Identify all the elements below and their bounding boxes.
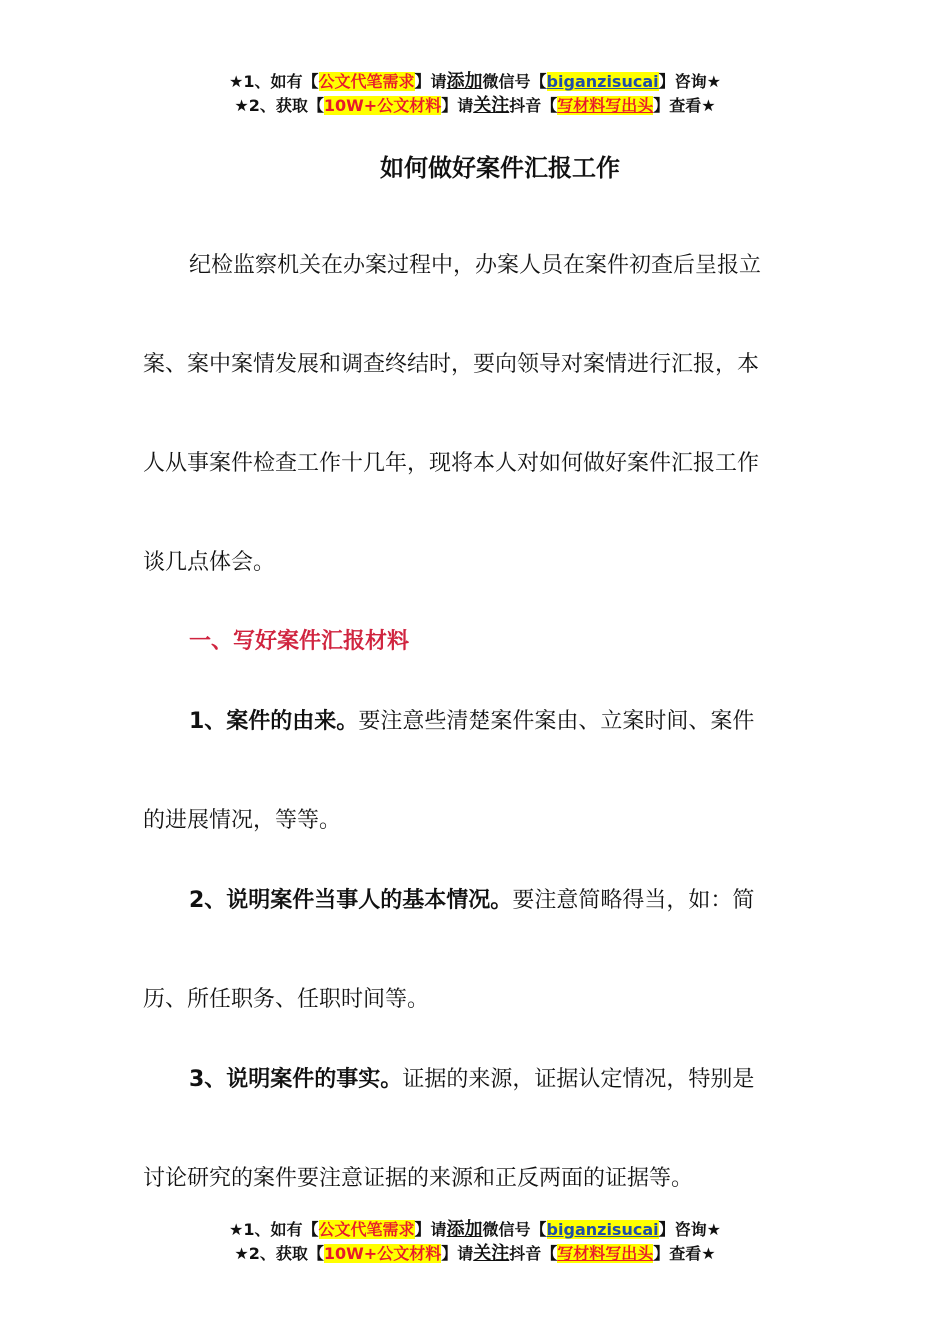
- item-3-line-1: 3、说明案件的事实。证据的来源，证据认定情况，特别是: [189, 1067, 755, 1092]
- bottom-banner-highlight-materials: 10W+公文材料: [323, 1244, 442, 1263]
- intro-line-3: 人从事案件检查工作十几年，现将本人对如何做好案件汇报工作: [143, 451, 760, 476]
- item-1-line-1: 1、案件的由来。要注意些清楚案件案由、立案时间、案件: [189, 709, 755, 734]
- bottom-banner-emph-add: 添加: [446, 1219, 483, 1240]
- banner-emph-add: 添加: [446, 71, 483, 92]
- banner-line-2: ★2、获取【10W+公文材料】请关注抖音【写材料写出头】查看★: [234, 95, 716, 116]
- banner-highlight-service: 公文代笔需求: [318, 72, 415, 91]
- bottom-banner-wechat-id[interactable]: biganzisucai: [546, 1220, 659, 1239]
- bottom-banner-line-1: ★1、如有【公文代笔需求】请添加微信号【biganzisucai】咨询★: [229, 1219, 721, 1240]
- bottom-banner-line-2: ★2、获取【10W+公文材料】请关注抖音【写材料写出头】查看★: [234, 1243, 716, 1264]
- item-3-line-2: 讨论研究的案件要注意证据的来源和正反两面的证据等。: [143, 1166, 694, 1191]
- banner-line-1: ★1、如有【公文代笔需求】请添加微信号【biganzisucai】咨询★: [229, 71, 721, 92]
- banner-douyin-id[interactable]: 写材料写出头: [557, 96, 654, 115]
- document-title: 如何做好案件汇报工作: [380, 154, 620, 182]
- bottom-banner-emph-follow: 关注: [473, 1243, 510, 1264]
- intro-line-1: 纪检监察机关在办案过程中，办案人员在案件初查后呈报立: [189, 253, 762, 278]
- item-2-label: 2、说明案件当事人的基本情况。: [189, 888, 513, 913]
- item-1-label: 1、案件的由来。: [189, 709, 359, 734]
- bottom-banner-highlight-service: 公文代笔需求: [318, 1220, 415, 1239]
- section-1-heading: 一、写好案件汇报材料: [189, 629, 410, 654]
- item-3-label: 3、说明案件的事实。: [189, 1067, 403, 1092]
- item-2-line-1: 2、说明案件当事人的基本情况。要注意简略得当，如：简: [189, 888, 755, 913]
- intro-line-4: 谈几点体会。: [143, 550, 276, 575]
- banner-wechat-id[interactable]: biganzisucai: [546, 72, 659, 91]
- item-1-paragraph: [143, 672, 807, 870]
- intro-paragraph: [143, 216, 807, 612]
- item-1-line-2: 的进展情况，等等。: [143, 808, 342, 833]
- banner-emph-follow: 关注: [473, 95, 510, 116]
- top-banner: [0, 70, 950, 118]
- bottom-banner-douyin-id[interactable]: 写材料写出头: [557, 1244, 654, 1263]
- intro-line-2: 案、案中案情发展和调查终结时，要向领导对案情进行汇报，本: [143, 352, 760, 377]
- bottom-banner: [0, 1218, 950, 1266]
- item-2-line-2: 历、所任职务、任职时间等。: [143, 987, 430, 1012]
- item-2-paragraph: [143, 851, 807, 1049]
- item-3-paragraph: [143, 1030, 807, 1228]
- banner-highlight-materials: 10W+公文材料: [323, 96, 442, 115]
